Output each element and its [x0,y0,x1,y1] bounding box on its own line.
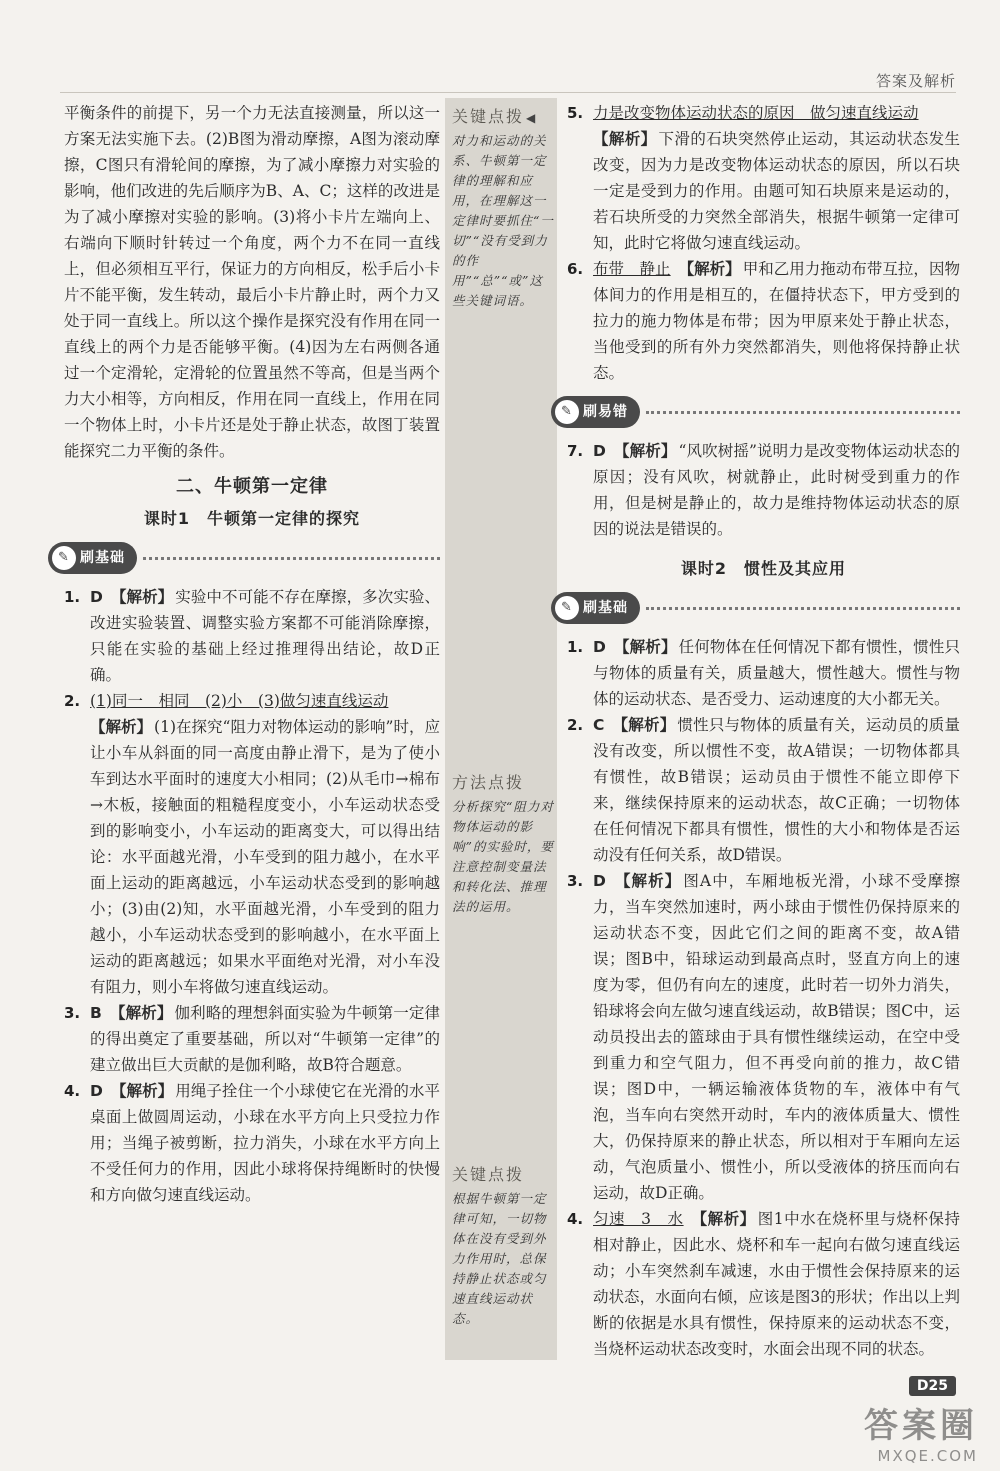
badge-label: 刷易错 [583,404,628,420]
analysis-text: 下滑的石块突然停止运动，其运动状态发生改变，因为力是改变物体运动状态的原因，所以石块一定是受到力的作用。由题可知石块原来是运动的，若石块所受的力突然全部消失，根据牛顿第一定律可知，此时它将做匀速直线运动。 [593,130,960,252]
analysis-tag: 【解析】 [678,260,741,278]
question-item [64,688,440,1000]
watermark-logo: 答案圈 [864,1406,978,1446]
sidebar-tip-text: 分析探究“阻力对物体运动的影响”的实验时，要注意控制变量法和转化法、推理法的运用。 [452,799,554,914]
sidebar-tip-method [452,770,554,917]
answer: B [90,1004,102,1022]
site-watermark [864,1398,978,1465]
sidebar-tip-title: 关键点拨 [452,1165,525,1184]
analysis-tag: 【解析】 [109,1004,173,1022]
analysis-tag: 【解析】 [691,1210,756,1228]
badge-label: 刷基础 [583,600,628,616]
sidebar-tip-title: 关键点拨 ◀ [452,107,538,126]
analysis-text: 伽利略的理想斜面实验为牛顿第一定律的得出奠定了重要基础，所以对“牛顿第一定律”的建立做出巨大贡献的是伽利略，故B符合题意。 [90,1004,440,1074]
sidebar-tip-key-2 [452,1162,554,1329]
question-number: 4. [567,1210,584,1228]
right-column [561,100,960,1362]
analysis-tag: 【解析】 [613,442,677,460]
lesson-title: 课时1 牛顿第一定律的探究 [143,509,361,528]
badge-row [551,396,960,428]
question-item [567,256,960,386]
header-section-label: 答案及解析 [875,72,956,90]
analysis-text: 任何物体在任何情况下都有惯性，惯性只与物体的质量有关，质量越大，惯性越大。惯性与物体的运动状态、是否受力、运动速度的大小都无关。 [593,638,960,708]
answer: (1)同一 相同 (2)小 (3)做匀速直线运动 [90,692,389,710]
mistake-badge [551,396,640,428]
page-number: D25 [909,1376,956,1396]
analysis-text: “风吹树摇”说明力是改变物体运动状态的原因；没有风吹，树就静止，此时树受到重力的作用，但是树是静止的，故力是维持物体运动状态的原因的说法是错误的。 [593,442,960,538]
badge-row [551,592,960,624]
question-item [567,712,960,868]
answer: D [593,638,606,656]
question-number: 1. [64,588,81,606]
question-item [567,1206,960,1362]
dotted-divider [143,557,440,560]
question-item [567,868,960,1206]
answer: D [593,442,606,460]
question-number: 7. [567,442,584,460]
analysis-tag: 【解析】 [613,638,677,656]
dotted-divider [646,411,960,414]
book-icon: ✎ [555,400,579,424]
answer: 力是改变物体运动状态的原因 做匀速直线运动 [593,104,919,122]
left-column [58,100,440,1208]
analysis-text: (1)在探究“阻力对物体运动的影响”时，应让小车从斜面的同一高度由静止滑下，是为了使小车到达水平面时的速度大小相同；(2)从毛巾→棉布→木板，接触面的粗糙程度变小，小车运动状态受到的影响变小，小车运动的距离变大，可以得出结论：水平面越光滑，小车受到的阻力越小，在水平面上运动的距离越远，小车运动状态受到的影响越小；(3)由(2)知，水平面越光滑，小车受到的阻力越小，小车运动状态受到的影响越小，在水平面上运动的距离越远；如果水平面绝对光滑，对小车没有阻力，则小车将做匀速直线运动。 [90,718,440,996]
answer: 布带 静止 [593,260,671,278]
badge-row [48,542,440,574]
question-item [64,1078,440,1208]
question-number: 5. [567,104,584,122]
question-number: 1. [567,638,584,656]
watermark-url: MXQE.COM [877,1447,978,1465]
intro-paragraph: 平衡条件的前提下，另一个力无法直接测量，所以这一方案无法实施下去。(2)B图为滑动摩擦，A图为滚动摩擦，C图只有滑轮间的摩擦，为了减小摩擦力对实验的影响，他们改进的先后顺序为B、A、C；这样的改进是为了减小摩擦对实验的影响。(3)将小卡片左端向上、右端向下顺时针转过一个角度，两个力不在同一直线上，但必须相互平行，保证力的方向相反，松手后小卡片不能平衡，发生转动，最后小卡片静止时，两个力又处于同一直线上。所以这个操作是探究没有作用在同一直线上的两个力是否能够平衡。(4)因为左右两侧各通过一个定滑轮，定滑轮的位置虽然不等高，但是当两个力大小相等，方向相反，作用在同一直线上，作用在同一个物体上时，小卡片还是处于静止状态，故图丁装置能探究二力平衡的条件。 [64,104,440,460]
answer: D [593,872,606,890]
analysis-text: 图1中水在烧杯里与烧杯保持相对静止，因此水、烧杯和车一起向右做匀速直线运动；小车突然刹车减速，水由于惯性会保持原来的运动状态，水面向右倾，应该是图3的形状；作出以上判断的依据是水具有惯性，保持原来的运动状态不变，当烧杯运动状态改变时，水面会出现不同的状态。 [593,1210,960,1358]
analysis-tag: 【解析】 [90,718,153,736]
sidebar-tip-key-1 [452,104,554,311]
analysis-tag: 【解析】 [110,588,174,606]
header-divider [60,92,956,93]
section-title: 二、牛顿第一定律 [176,476,328,497]
answer: D [90,588,103,606]
question-number: 4. [64,1082,81,1100]
question-item [64,584,440,688]
analysis-tag: 【解析】 [110,1082,174,1100]
arrow-left-icon: ◀ [526,111,538,125]
question-item [567,438,960,542]
answer: D [90,1082,103,1100]
question-number: 3. [567,872,584,890]
answer: C [593,716,605,734]
practice-badge [48,542,137,574]
question-item [567,100,960,256]
question-item [64,1000,440,1078]
question-number: 2. [567,716,584,734]
analysis-tag: 【解析】 [613,872,682,890]
analysis-text: 图A中，车厢地板光滑，小球不受摩擦力，当车突然加速时，两小球由于惯性仍保持原来的运动状态不变，因此它们之间的距离不变，故A错误；图B中，铅球运动到最高点时，竖直方向上的速度为零，但仍有向左的速度，此时若一切外力消失，铅球将会向左做匀速直线运动，故B错误；图C中，运动员投出去的篮球由于具有惯性继续运动，在空中受到重力和空气阻力，但不再受向前的推力，故C错误；图D中，一辆运输液体货物的车，液体中有气泡，当车向右突然开动时，车内的液体质量大、惯性大，仍保持原来的静止状态，所以相对于车厢向左运动，气泡质量小、惯性小，所以受液体的挤压而向右运动，故D正确。 [593,872,960,1202]
analysis-text: 惯性只与物体的质量有关，运动员的质量没有改变，所以惯性不变，故A错误；一切物体都具有惯性，故B错误；运动员由于惯性不能立即停下来，继续保持原来的运动状态，故C正确；一切物体在任何情况下都具有惯性，惯性的大小和物体是否运动没有任何关系，故D错误。 [593,716,960,864]
practice-badge [551,592,640,624]
sidebar-tip-text: 根据牛顿第一定律可知，一切物体在没有受到外力作用时，总保持静止状态或匀速直线运动状态。 [452,1191,547,1326]
lesson-title: 课时2 惯性及其应用 [680,559,847,578]
analysis-text: 用绳子拴住一个小球使它在光滑的水平桌面上做圆周运动，小球在水平方向上只受拉力作用；当绳子被剪断，拉力消失，小球在水平方向上不受任何力的作用，因此小球将保持绳断时的快慢和方向做匀速直线运动。 [90,1082,440,1204]
sidebar-tip-text: 对力和运动的关系、牛顿第一定律的理解和应用，在理解这一定律时要抓住“一切”“没有受到力的作用”“总”“或”这些关键词语。 [452,133,554,308]
analysis-text: 甲和乙用力拖动布带互拉，因物体间力的作用是相互的，在僵持状态下，甲方受到的拉力的施力物体是布带；因为甲原来处于静止状态，当他受到的所有外力突然都消失，则他将保持静止状态。 [593,260,960,382]
analysis-text: 实验中不可能不存在摩擦，多次实验、改进实验装置、调整实验方案都不可能消除摩擦，只能在实验的基础上经过推理得出结论，故D正确。 [90,588,440,684]
question-number: 2. [64,692,81,710]
question-item [567,634,960,712]
book-icon: ✎ [555,596,579,620]
answer: 匀速 3 水 [593,1210,684,1228]
book-icon: ✎ [52,546,76,570]
analysis-tag: 【解析】 [593,130,657,148]
badge-label: 刷基础 [80,550,125,566]
question-number: 6. [567,260,584,278]
analysis-tag: 【解析】 [612,716,676,734]
question-number: 3. [64,1004,81,1022]
dotted-divider [646,607,960,610]
sidebar-tip-title: 方法点拨 [452,773,525,792]
